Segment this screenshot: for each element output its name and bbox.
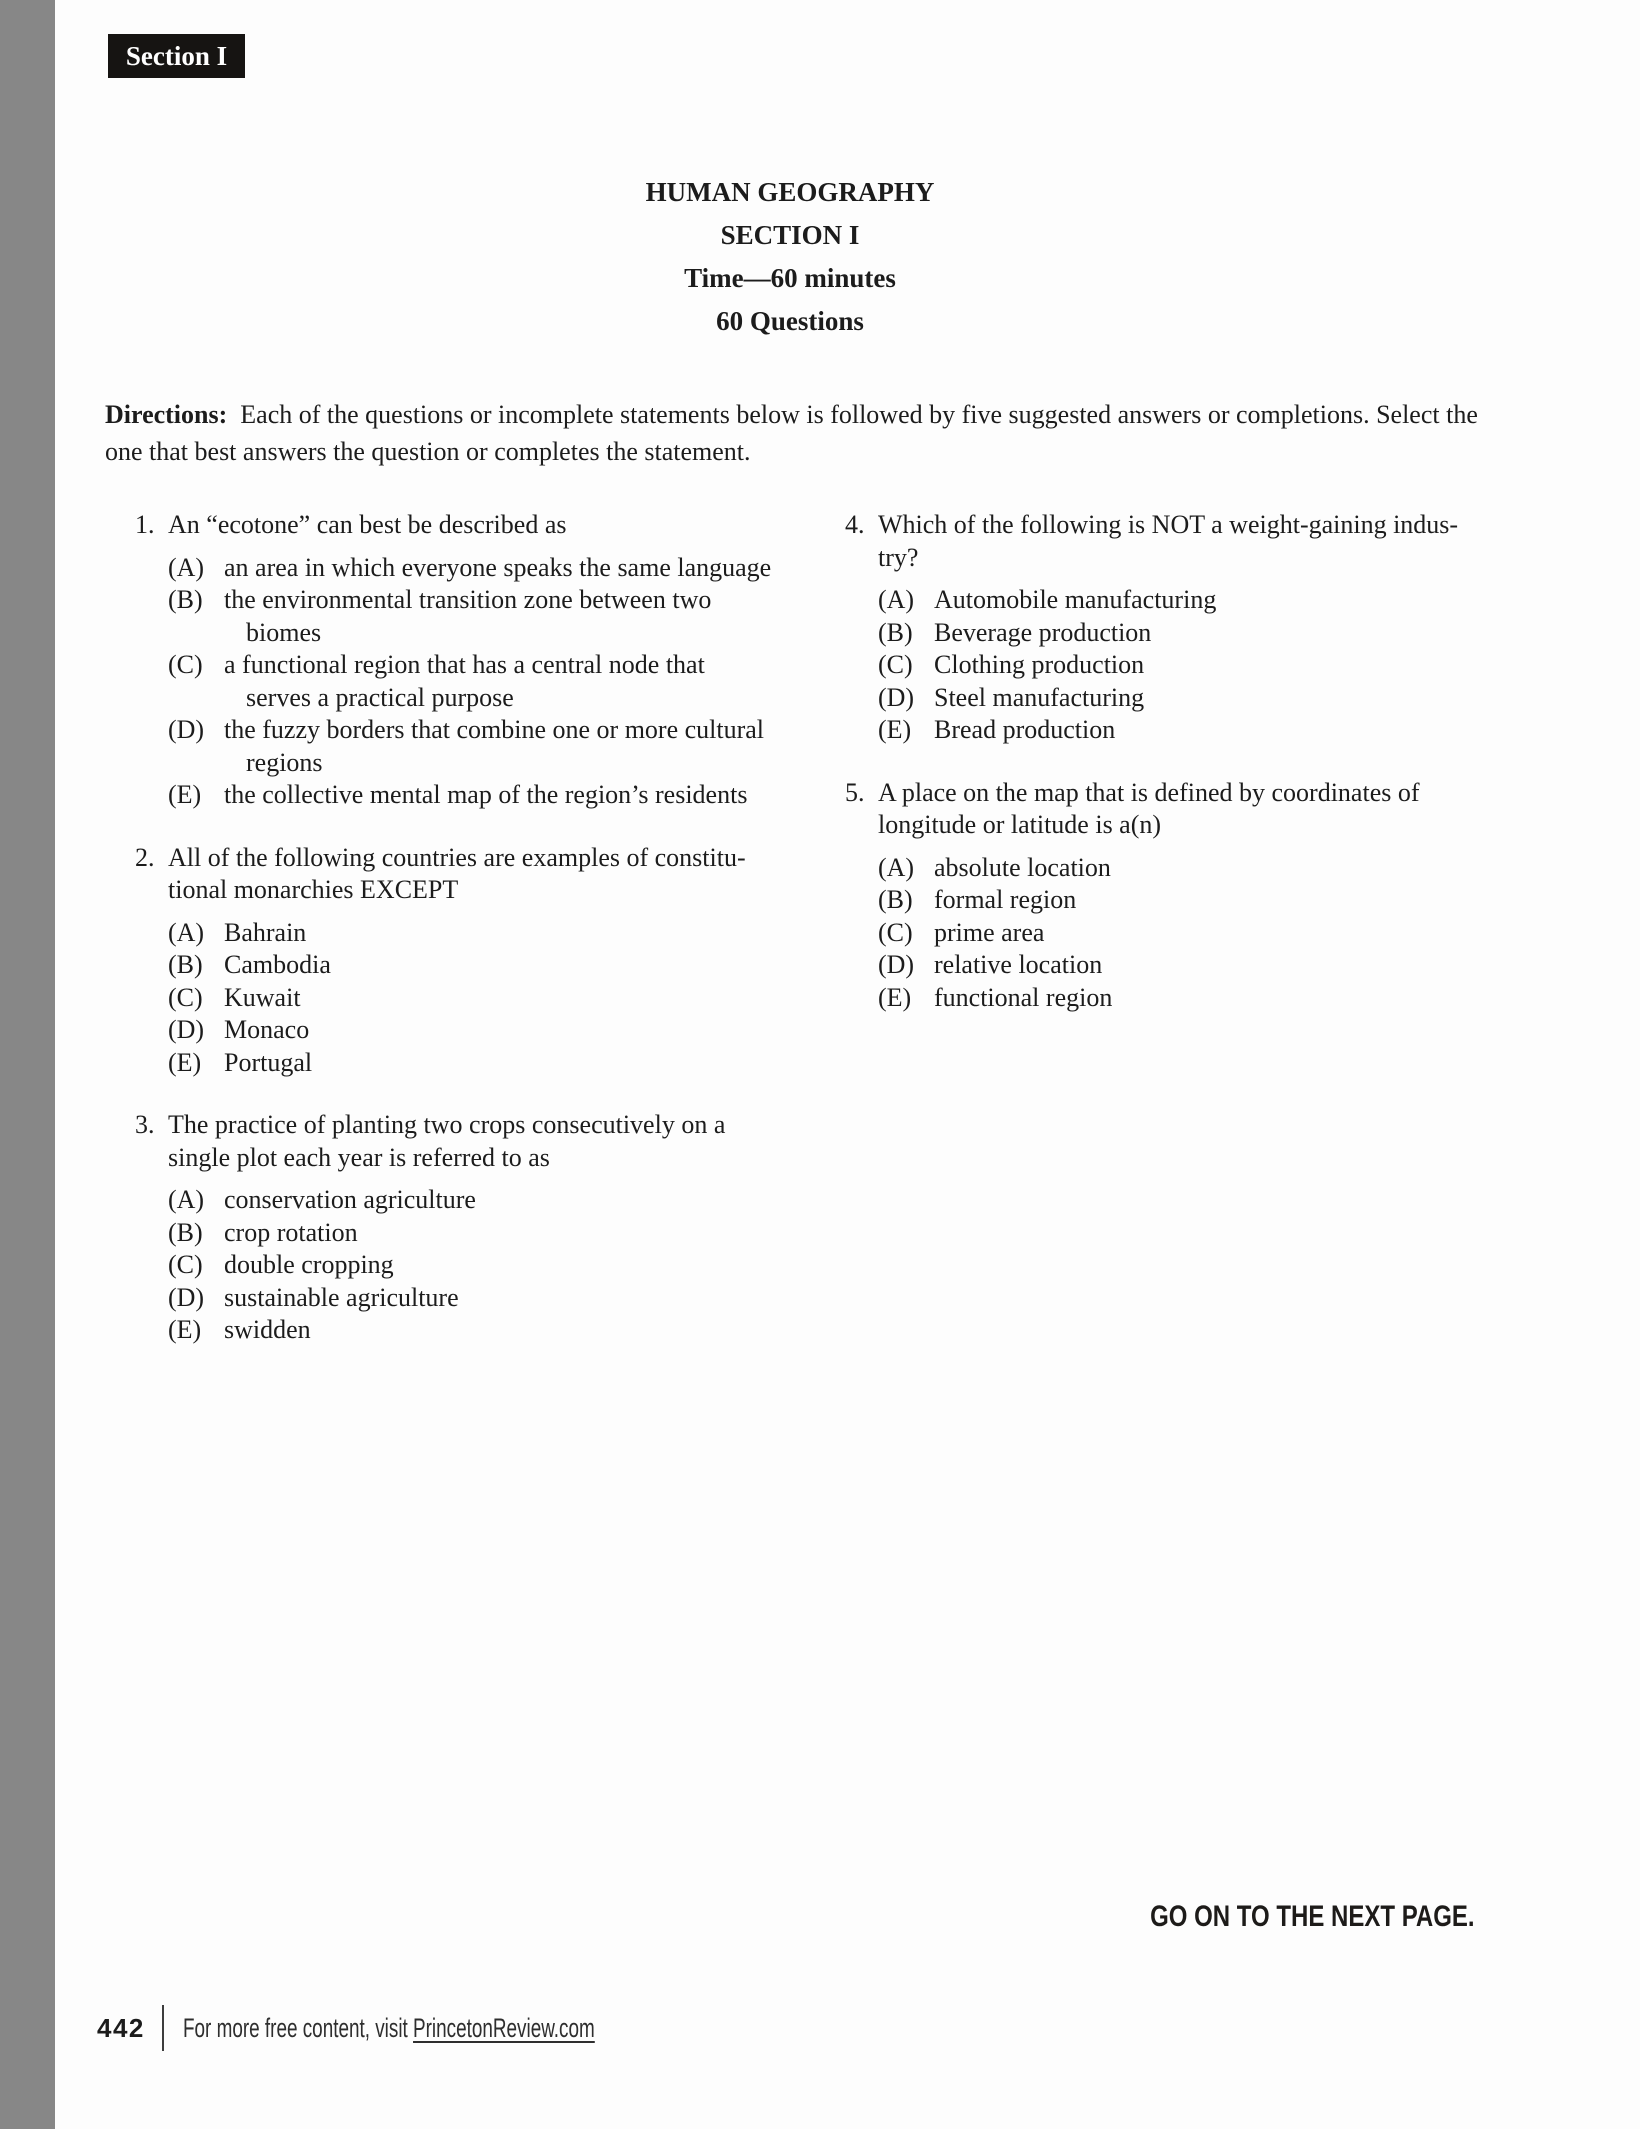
answer-option	[168, 1184, 795, 1217]
option-text-line: the environmental transition zone between two	[224, 585, 712, 614]
option-letter: (D)	[878, 950, 915, 979]
option-text	[224, 1314, 795, 1347]
answer-option	[168, 649, 795, 714]
question	[135, 509, 795, 812]
answer-option	[168, 552, 795, 585]
option-text	[224, 779, 795, 812]
answer-options	[168, 917, 795, 1080]
question-prompt-line: All of the following countries are examples of constitu-	[168, 842, 746, 872]
option-letter: (E)	[168, 780, 202, 809]
question-prompt-line: longitude or latitude is a(n)	[878, 810, 1162, 839]
option-letter: (B)	[878, 617, 913, 647]
option-letter: (B)	[168, 950, 203, 979]
option-letter: (B)	[168, 585, 203, 614]
question-column-right	[845, 509, 1490, 1044]
answer-option	[168, 714, 795, 779]
option-text-line: absolute location	[934, 852, 1111, 882]
answer-option	[168, 584, 795, 649]
go-on-instruction: GO ON TO THE NEXT PAGE.	[1150, 1900, 1475, 1933]
answer-option	[878, 649, 1490, 682]
answer-option	[878, 917, 1490, 950]
answer-option	[878, 949, 1490, 982]
option-text	[934, 949, 1490, 982]
option-text	[224, 1184, 795, 1217]
option-text-line: Bahrain	[224, 917, 307, 947]
footer-note-text: For more free content, visit	[182, 2012, 413, 2043]
option-text	[934, 649, 1490, 682]
option-text	[224, 917, 795, 950]
option-text	[934, 982, 1490, 1015]
question-number: 2.	[135, 842, 155, 872]
answer-option	[168, 949, 795, 982]
option-letter: (D)	[168, 1282, 205, 1312]
option-letter: (A)	[878, 585, 915, 614]
section-title: SECTION I	[720, 220, 860, 250]
option-letter: (A)	[168, 1185, 205, 1214]
page-footer	[97, 2004, 771, 2052]
answer-options	[878, 584, 1490, 747]
princeton-review-link[interactable]: PrincetonReview.com	[412, 2012, 595, 2043]
answer-option	[878, 982, 1490, 1015]
option-text-line: an area in which everyone speaks the same language	[224, 552, 772, 582]
page-header	[105, 171, 1475, 343]
directions-label: Directions:	[105, 400, 228, 429]
question-number: 1.	[135, 510, 155, 539]
option-letter: (E)	[878, 982, 912, 1012]
option-letter: (B)	[168, 1217, 203, 1247]
question-prompt-line: single plot each year is referred to as	[168, 1142, 550, 1172]
option-letter: (B)	[878, 885, 913, 914]
option-text-line: serves a practical purpose	[246, 682, 514, 712]
question	[135, 842, 795, 1080]
question-count: 60 Questions	[716, 306, 864, 336]
option-letter: (D)	[878, 682, 915, 712]
answer-options	[168, 552, 795, 812]
option-text-line: relative location	[934, 950, 1103, 979]
answer-option	[878, 682, 1490, 715]
answer-option	[878, 714, 1490, 747]
answer-option	[168, 917, 795, 950]
option-text	[224, 714, 795, 779]
option-text-line: Steel manufacturing	[934, 682, 1145, 712]
answer-option	[168, 1047, 795, 1080]
option-text	[224, 552, 795, 585]
option-text-line: double cropping	[224, 1250, 394, 1279]
option-text	[224, 1047, 795, 1080]
question-body	[168, 1109, 795, 1347]
option-text	[224, 1249, 795, 1282]
option-letter: (E)	[168, 1047, 202, 1077]
page-edge-bar	[0, 0, 55, 2129]
option-text-line: conservation agriculture	[224, 1185, 476, 1214]
option-text	[224, 982, 795, 1015]
answer-option	[168, 1249, 795, 1282]
option-letter: (A)	[878, 852, 915, 882]
option-text	[224, 584, 795, 649]
exam-title: HUMAN GEOGRAPHY	[645, 177, 935, 207]
option-text-line: the collective mental map of the region’s residents	[224, 780, 748, 809]
question-prompt-line: An “ecotone” can best be described as	[168, 510, 567, 539]
option-text-line: Automobile manufacturing	[934, 585, 1217, 614]
option-letter: (C)	[168, 1250, 203, 1279]
time-limit: Time—60 minutes	[684, 263, 896, 293]
answer-option	[168, 1314, 795, 1347]
option-text-line: biomes	[246, 617, 322, 647]
option-text	[934, 884, 1490, 917]
question-prompt-line: Which of the following is NOT a weight-gaining indus-	[878, 510, 1459, 539]
answer-option	[168, 1014, 795, 1047]
answer-option	[878, 617, 1490, 650]
option-text-line: Kuwait	[224, 982, 301, 1012]
option-letter: (A)	[168, 917, 205, 947]
question	[135, 1109, 795, 1347]
directions-text: Each of the questions or incomplete statements below is followed by five suggested answers or completions. Select the	[240, 400, 1478, 429]
option-text-line: Portugal	[224, 1047, 313, 1077]
section-tab: Section I	[108, 34, 245, 78]
option-letter: (C)	[168, 982, 203, 1012]
option-text	[224, 649, 795, 714]
answer-options	[878, 852, 1490, 1015]
option-text	[224, 949, 795, 982]
answer-option	[168, 779, 795, 812]
option-text-line: the fuzzy borders that combine one or more cultural	[224, 715, 765, 744]
question-body	[168, 509, 795, 812]
question-prompt-line: The practice of planting two crops consecutively on a	[168, 1110, 726, 1139]
answer-options	[168, 1184, 795, 1347]
option-text	[224, 1217, 795, 1250]
option-text-line: functional region	[934, 982, 1113, 1012]
option-text-line: Bread production	[934, 715, 1116, 744]
option-text-line: Cambodia	[224, 950, 331, 979]
option-text	[934, 852, 1490, 885]
option-letter: (D)	[168, 715, 205, 744]
question-prompt-line: tional monarchies EXCEPT	[168, 875, 459, 904]
option-text-line: a functional region that has a central node that	[224, 650, 705, 679]
option-text-line: formal region	[934, 885, 1077, 914]
directions-line: one that best answers the question or completes the statement.	[105, 437, 751, 466]
option-letter: (E)	[878, 715, 912, 744]
option-text-line: Clothing production	[934, 650, 1145, 679]
question-number: 4.	[845, 510, 865, 539]
option-text	[934, 617, 1490, 650]
footer-note	[183, 2013, 595, 2044]
answer-option	[168, 1282, 795, 1315]
question-body	[878, 509, 1490, 747]
option-text	[224, 1282, 795, 1315]
answer-option	[168, 982, 795, 1015]
question-prompt-line: try?	[878, 542, 919, 572]
directions-line	[105, 396, 1585, 433]
question-number: 3.	[135, 1110, 155, 1139]
option-text-line: prime area	[934, 917, 1045, 947]
option-letter: (C)	[168, 650, 203, 679]
answer-option	[878, 584, 1490, 617]
answer-option	[878, 852, 1490, 885]
option-text-line: Beverage production	[934, 617, 1152, 647]
answer-option	[878, 884, 1490, 917]
question-prompt-line: A place on the map that is defined by coordinates of	[878, 777, 1420, 807]
question-body	[878, 777, 1490, 1015]
answer-option	[168, 1217, 795, 1250]
question	[845, 509, 1490, 747]
question-body	[168, 842, 795, 1080]
option-text	[934, 682, 1490, 715]
option-text	[934, 917, 1490, 950]
question-column-left	[135, 509, 795, 1377]
option-letter: (C)	[878, 650, 913, 679]
directions	[105, 396, 1585, 470]
question	[845, 777, 1490, 1015]
option-text-line: crop rotation	[224, 1217, 358, 1247]
option-text	[224, 1014, 795, 1047]
option-text-line: swidden	[224, 1315, 311, 1344]
option-letter: (A)	[168, 552, 205, 582]
option-text	[934, 714, 1490, 747]
question-number: 5.	[845, 777, 865, 807]
option-letter: (C)	[878, 917, 913, 947]
option-text-line: Monaco	[224, 1015, 310, 1044]
option-text-line: regions	[246, 747, 323, 777]
option-text	[934, 584, 1490, 617]
option-letter: (E)	[168, 1315, 202, 1344]
page-number: 442	[97, 2012, 145, 2043]
option-text-line: sustainable agriculture	[224, 1282, 459, 1312]
footer-divider	[162, 2005, 164, 2051]
option-letter: (D)	[168, 1015, 205, 1044]
